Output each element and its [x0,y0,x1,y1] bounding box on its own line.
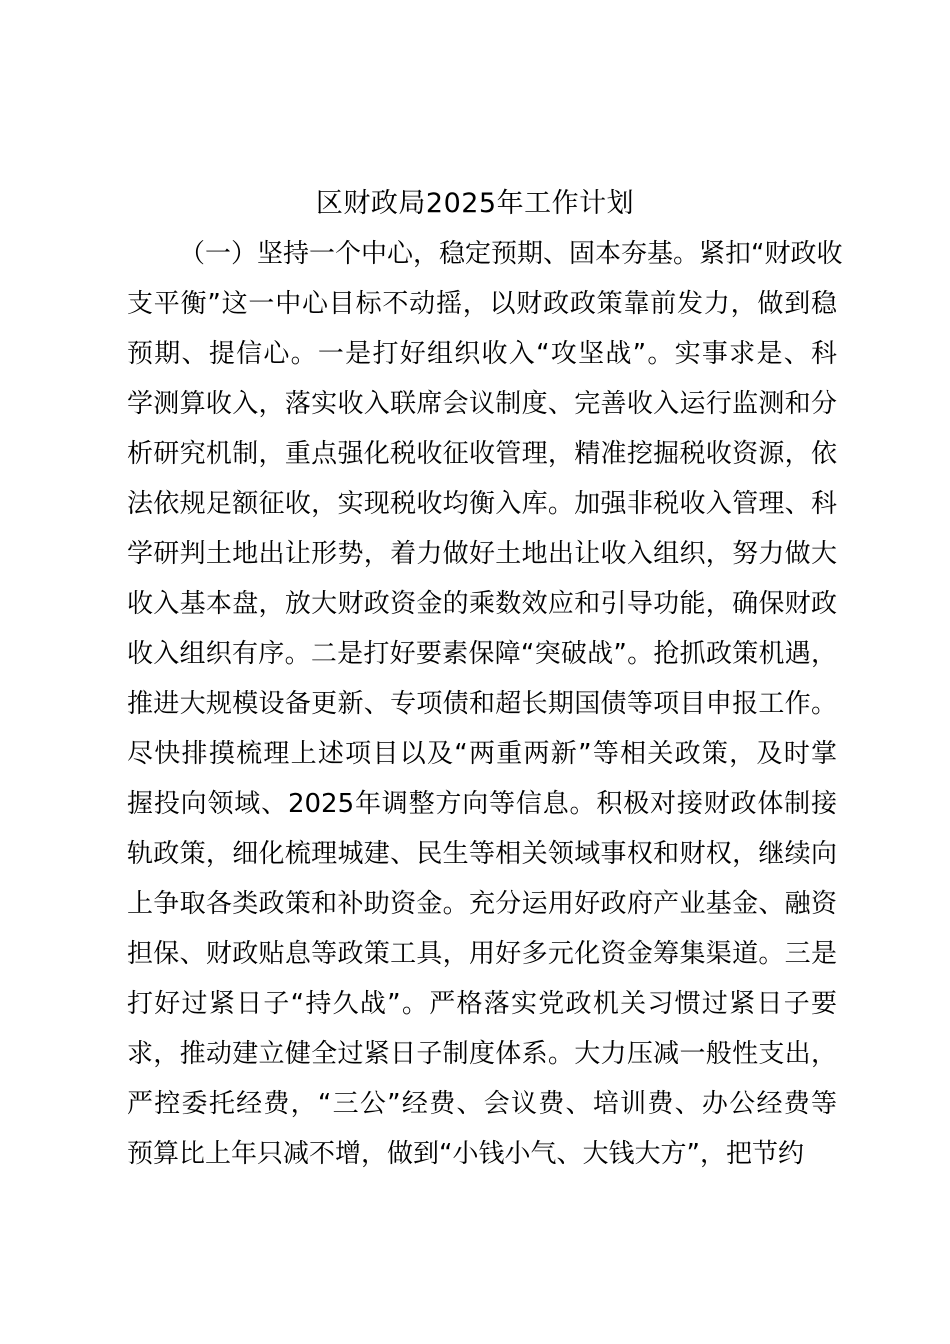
paragraph-line: 上争取各类政策和补助资金。充分运用好政府产业基金、融资 [127,889,837,919]
paragraph-line: 法依规足额征收，实现税收均衡入库。加强非税收入管理、科 [127,489,837,519]
paragraph-line: 推进大规模设备更新、专项债和超长期国债等项目申报工作。 [127,689,837,719]
paragraph-line: 求，推动建立健全过紧日子制度体系。大力压减一般性支出， [127,1039,837,1069]
paragraph-line: 析研究机制，重点强化税收征收管理，精准挖掘税收资源，依 [127,439,837,469]
paragraph-line: 轨政策，细化梳理城建、民生等相关领域事权和财权，继续向 [127,839,837,869]
paragraph-line: 学研判土地出让形势，着力做好土地出让收入组织，努力做大 [127,539,837,569]
paragraph-line: 严控委托经费，“三公”经费、会议费、培训费、办公经费等 [127,1089,837,1119]
document-title: 区财政局2025年工作计划 [315,188,635,219]
paragraph-line: 预算比上年只减不增，做到“小钱小气、大钱大方”，把节约 [127,1139,804,1169]
paragraph-line: 预期、提信心。一是打好组织收入“攻坚战”。实事求是、科 [127,339,837,369]
paragraph-line: 打好过紧日子“持久战”。严格落实党政机关习惯过紧日子要 [127,989,837,1019]
document-body [127,234,843,1184]
paragraph-line: 担保、财政贴息等政策工具，用好多元化资金筹集渠道。三是 [127,939,837,969]
paragraph-line: 尽快排摸梳理上述项目以及“两重两新”等相关政策，及时掌 [127,739,837,769]
paragraph-line: 握投向领域、2025年调整方向等信息。积极对接财政体制接 [127,789,837,819]
paragraph-line: （一）坚持一个中心，稳定预期、固本夯基。紧扣“财政收 [179,239,843,269]
paragraph-line: 支平衡”这一中心目标不动摇，以财政政策靠前发力，做到稳 [127,289,837,319]
paragraph-line: 收入组织有序。二是打好要素保障“突破战”。抢抓政策机遇， [127,639,837,669]
paragraph-line: 收入基本盘，放大财政资金的乘数效应和引导功能，确保财政 [127,589,837,619]
paragraph-line: 学测算收入，落实收入联席会议制度、完善收入运行监测和分 [127,389,837,419]
